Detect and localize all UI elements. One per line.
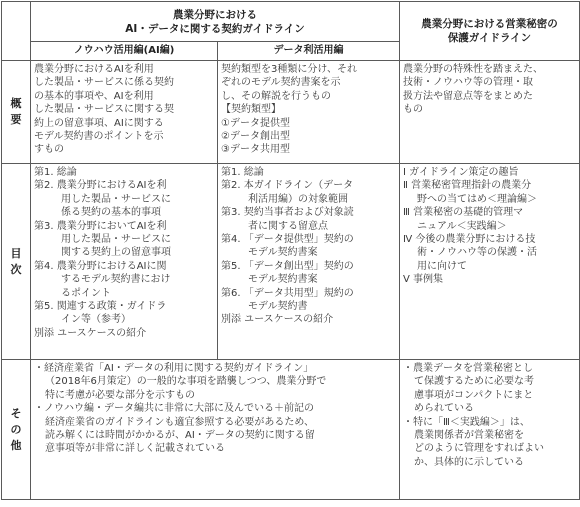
other-left-cell xyxy=(31,360,400,500)
list-line: 第6. 「データ共用型」規約の xyxy=(221,287,354,299)
list-line: モデル契約書案 xyxy=(248,274,318,286)
list-line: 用した製品・サービスに xyxy=(61,234,171,246)
text-line: 【契約類型】 xyxy=(221,104,281,116)
list-line: ・経済産業省「AI・データの利用に関する契約ガイドライン」 xyxy=(34,363,314,374)
text-line: 扱方法や留意点等をまとめた xyxy=(403,90,533,102)
text-line: モデル契約書のポイントを示 xyxy=(34,131,164,143)
list-line: ・農業データを営業秘密とし xyxy=(403,363,533,374)
other-right-cell xyxy=(400,360,580,500)
list-line: 第2. 本ガイドライン（データ xyxy=(221,180,354,192)
list-line: ・ノウハウ編・データ編共に非常に大部に及んでいる＋前記の xyxy=(34,403,314,415)
list-line: 特に考慮が必要な部分を示すもの xyxy=(45,389,195,401)
list-line: 第5. 「データ創出型」契約の xyxy=(221,260,354,272)
know-how-ai-subheader: ノウハウ活用編(AI編) xyxy=(31,42,218,61)
list-line: 関する契約上の留意事項 xyxy=(61,247,171,259)
list-line: 用に向けて xyxy=(417,260,467,272)
label-char: 概 xyxy=(10,97,22,110)
list-line: か、具体的に示している xyxy=(414,456,524,468)
list-line: 読み解くには時間がかかるが、AI・データの契約に関する留 xyxy=(45,430,315,442)
text-line: 農業分野におけるAIを利用 xyxy=(34,64,154,75)
list-line: 別添 ユースケースの紹介 xyxy=(221,314,334,326)
list-line: Ⅱ 営業秘密管理指針の農業分 xyxy=(403,180,532,192)
text-line: すもの xyxy=(34,144,64,156)
text-line: の基本的事項や、AIを利用 xyxy=(34,90,154,102)
list-line: イン等（参考） xyxy=(61,314,131,326)
list-line: Ⅲ 営業秘密の基礎的管理マ xyxy=(403,207,524,219)
list-line: 第3. 契約当事者および対象読 xyxy=(221,207,354,219)
data-utilization-subheader: データ利活用編 xyxy=(218,42,400,61)
list-line: どのように管理をすればよい xyxy=(414,443,544,455)
header-line: 保護ガイドライン xyxy=(447,32,532,44)
list-line: Ⅳ 今後の農業分野における技 xyxy=(403,234,536,246)
text-line: した製品・サービスに係る契約 xyxy=(34,77,174,89)
text-line: した製品・サービスに関する契 xyxy=(34,104,174,116)
list-line: モデル契約書 xyxy=(248,301,308,313)
list-line: 術・ノウハウ等の保護・活 xyxy=(417,247,537,259)
text-line: ③データ共用型 xyxy=(221,144,290,156)
text-line: ①データ提供型 xyxy=(221,117,290,129)
trade-secret-guideline-header xyxy=(400,2,580,61)
list-line: 用した製品・サービスに xyxy=(61,193,171,205)
list-line: 第1. 総論 xyxy=(34,167,77,178)
list-line: 意事項等が非常に詳しく記載されている xyxy=(45,443,225,455)
list-line: 第1. 総論 xyxy=(221,167,264,178)
text-line: し、その解説を行うもの xyxy=(221,90,331,102)
label-char: 要 xyxy=(10,113,22,126)
list-line: 第5. 関連する政策・ガイドラ xyxy=(34,301,167,313)
list-line: 農業関係者が営業秘密を xyxy=(414,430,524,442)
list-line: るポイント xyxy=(61,287,111,299)
list-line: するモデル契約書におけ xyxy=(61,274,171,286)
overview-data-cell xyxy=(218,61,400,164)
overview-secret-cell xyxy=(400,61,580,164)
list-line: 利活用編）の対象範囲 xyxy=(248,193,348,205)
list-line: Ⅴ 事例集 xyxy=(403,274,444,286)
overview-row-label xyxy=(2,61,31,164)
corner-cell xyxy=(2,2,31,61)
label-char: 目 xyxy=(10,246,22,260)
label-char: の xyxy=(10,422,22,436)
list-line: 第2. 農業分野におけるAIを利 xyxy=(34,180,167,192)
list-line: 第4. 農業分野におけるAIに関 xyxy=(34,260,167,272)
list-line: ・特に「Ⅲ＜実践編＞」は、 xyxy=(403,416,530,428)
list-line: ニュアル＜実践編＞ xyxy=(417,220,507,232)
label-char: 次 xyxy=(10,262,22,276)
text-line: 契約類型を3種類に分け、それ xyxy=(221,64,357,75)
list-line: て保護するために必要な考 xyxy=(414,376,534,388)
overview-ai-cell xyxy=(31,61,218,164)
list-line: 別添 ユースケースの紹介 xyxy=(34,327,147,339)
ai-data-guideline-header xyxy=(31,2,400,42)
list-line: モデル契約書案 xyxy=(248,247,318,259)
list-line: 慮事項がコンパクトにまと xyxy=(414,389,534,401)
list-line: 第3. 農業分野においてAIを利 xyxy=(34,220,167,232)
header-line: AI・データに関する契約ガイドライン xyxy=(125,22,305,35)
list-line: （2018年6月策定）の一般的な事項を踏襲しつつ、農業分野で xyxy=(45,376,327,388)
list-line: 経済産業省のガイドラインも適宜参照する必要があるため、 xyxy=(45,416,314,428)
label-char: そ xyxy=(10,406,22,420)
list-line: Ⅰ ガイドライン策定の趣旨 xyxy=(403,167,519,178)
contents-row-label xyxy=(2,164,31,360)
list-line: 者に関する留意点 xyxy=(248,220,328,232)
header-line: 農業分野における営業秘密の xyxy=(421,18,558,30)
list-line: 係る契約の基本的事項 xyxy=(61,207,161,219)
text-line: もの xyxy=(403,104,423,116)
text-line: ぞれのモデル契約書案を示 xyxy=(221,77,341,89)
contents-ai-cell xyxy=(31,164,218,360)
list-line: 第4. 「データ提供型」契約の xyxy=(221,234,354,246)
list-line: められている xyxy=(414,403,474,415)
text-line: ②データ創出型 xyxy=(221,131,290,143)
contents-secret-cell xyxy=(400,164,580,360)
contents-data-cell xyxy=(218,164,400,360)
text-line: 農業分野の特殊性を踏まえた、 xyxy=(403,64,543,75)
comparison-table xyxy=(1,1,580,500)
header-line: 農業分野における xyxy=(173,8,257,21)
other-row-label xyxy=(2,360,31,500)
text-line: 技術・ノウハウ等の管理・取 xyxy=(403,77,533,89)
text-line: 約上の留意事項、AIに関する xyxy=(34,117,164,129)
list-line: 野への当てはめ＜理論編＞ xyxy=(417,193,537,205)
label-char: 他 xyxy=(10,438,22,452)
